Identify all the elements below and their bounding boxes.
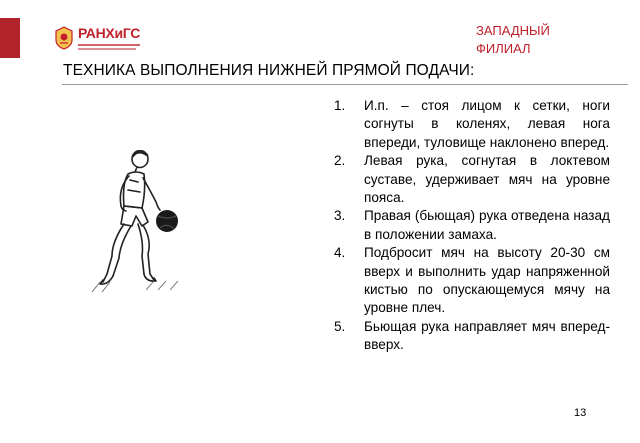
accent-bar xyxy=(0,18,20,58)
list-number: 3. xyxy=(334,208,346,224)
list-number: 5. xyxy=(334,318,346,334)
branch-line-2: ФИЛИАЛ xyxy=(476,41,531,56)
branch-line-1: ЗАПАДНЫЙ xyxy=(476,23,550,38)
steps-list xyxy=(334,97,610,355)
slide-title: ТЕХНИКА ВЫПОЛНЕНИЯ НИЖНЕЙ ПРЯМОЙ ПОДАЧИ: xyxy=(63,62,475,79)
list-item xyxy=(334,244,610,318)
list-item xyxy=(334,152,610,207)
list-text: Левая рука, согнутая в локтевом суставе, удерживает мяч на уровне пояса. xyxy=(364,153,610,206)
list-number: 1. xyxy=(334,98,346,113)
list-number: 4. xyxy=(334,245,346,261)
branch-label xyxy=(476,22,550,58)
list-text: Правая (бьющая) рука отведена назад в положении замаха. xyxy=(364,208,610,242)
list-item xyxy=(334,97,610,152)
logo-wordmark: РАНХиГС xyxy=(78,25,141,41)
list-text: Бьющая рука направляет мяч вперед-вверх. xyxy=(364,318,610,353)
list-number: 2. xyxy=(334,153,346,169)
list-text: И.п. – стоя лицом к сетки, ноги согнуты в коленях, левая нога впереди, туловище наклонено вперед. xyxy=(364,98,610,150)
volleyball-player-illustration xyxy=(88,150,198,300)
emblem-icon xyxy=(54,26,74,50)
page-number: 13 xyxy=(574,407,587,419)
list-text: Подбросит мяч на высоту 20-30 см вверх и выполнить удар напряженной кистью по опускающемуся мячу на уровне плеч. xyxy=(364,245,610,316)
logo-subtitle-graphic xyxy=(78,43,140,53)
list-item xyxy=(334,207,610,244)
ranepa-logo xyxy=(54,24,144,56)
title-divider xyxy=(62,84,628,85)
list-item xyxy=(334,318,610,355)
